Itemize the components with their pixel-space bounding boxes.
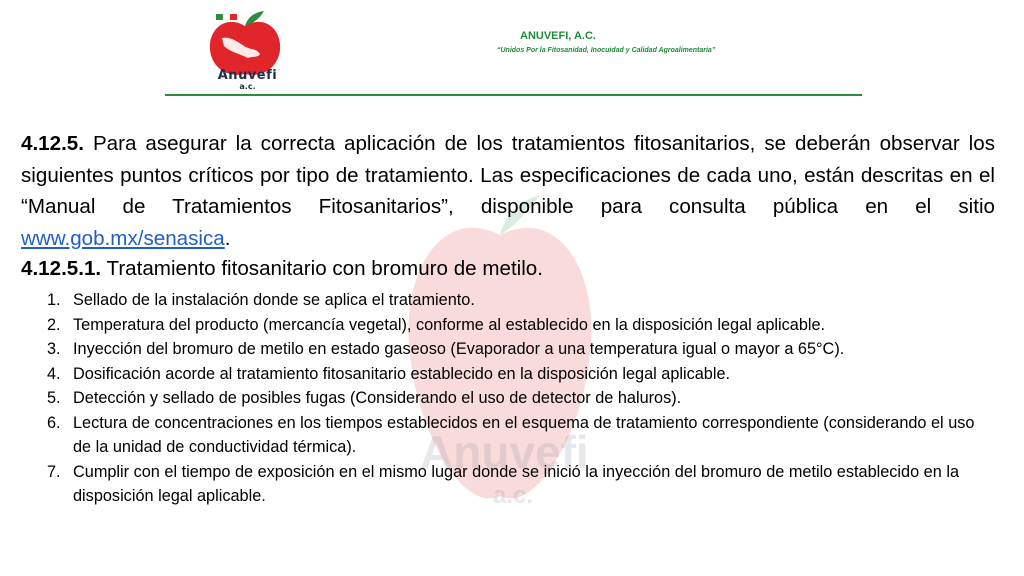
list-item-text: Temperatura del producto (mercancía vegetal), conforme al establecido en la disposición legal aplicable. <box>73 315 826 334</box>
list-item-number: 5. <box>47 389 61 407</box>
list-item-text: Inyección del bromuro de metilo en estado gaseoso (Evaporador a una temperatura igual o mayor a 65°C). <box>73 340 845 358</box>
list-item-number: 4. <box>47 364 61 383</box>
list-item-number: 7. <box>47 462 61 481</box>
list-item-text: Cumplir con el tiempo de exposición en el mismo lugar donde se inició la inyección del bromuro de metilo establecido en la disposición legal aplicable. <box>73 462 959 505</box>
section-number: 4.12.5. <box>21 132 84 155</box>
section-text: Para asegurar la correcta aplicación de los tratamientos fitosanitarios, se deberán observar los siguientes puntos críticos por tipo de tratamiento. Las especificaciones de cada uno, están descritas en el “Manual de Tratamientos Fitosanitarios”, disponible para consulta pública en el sitio <box>21 132 995 218</box>
list-item <box>21 337 995 362</box>
list-item-text: Dosificación acorde al tratamiento fitosanitario establecido en la disposición legal aplicable. <box>73 364 731 383</box>
logo-text: Anuvefi <box>217 68 278 83</box>
document-body <box>21 128 995 509</box>
list-item-number: 6. <box>47 413 61 432</box>
list-item-text: Detección y sellado de posibles fugas (Considerando el uso de detector de haluros). <box>73 389 682 407</box>
subsection-title: Tratamiento fitosanitario con bromuro de metilo. <box>101 257 543 280</box>
list-item-text: Sellado de la instalación donde se aplica el tratamiento. <box>73 291 475 309</box>
subsection-number: 4.12.5.1. <box>21 257 102 280</box>
section-paragraph <box>21 128 995 254</box>
subsection-heading <box>21 254 995 284</box>
watermark-logo-sub: a.c. <box>493 482 534 509</box>
senasica-link[interactable]: www.gob.mx/senasica <box>21 226 225 250</box>
list-item-text: Lectura de concentraciones en los tiempos establecidos en el esquema de tratamiento correspondiente (considerando el uso de la unidad de conductividad térmica). <box>73 413 975 456</box>
list-item <box>21 411 995 460</box>
list-item-number: 1. <box>47 291 61 309</box>
list-item <box>21 460 995 509</box>
organization-name: ANUVEFI, A.C. <box>520 30 596 42</box>
list-item <box>21 313 995 338</box>
list-item-number: 2. <box>47 315 61 334</box>
list-item <box>21 386 995 411</box>
watermark-logo-text: Anuvefi <box>420 426 589 478</box>
header-divider <box>165 94 862 96</box>
critical-points-list <box>21 288 995 509</box>
list-item <box>21 288 995 313</box>
list-item <box>21 362 995 387</box>
organization-tagline: “Unidos Por la Fitosanidad, Inocuidad y Calidad Agroalimentaria” <box>497 47 716 54</box>
logo-subtext: a.c. <box>239 82 256 91</box>
list-item-number: 3. <box>47 340 61 358</box>
section-text-end: . <box>224 226 231 250</box>
